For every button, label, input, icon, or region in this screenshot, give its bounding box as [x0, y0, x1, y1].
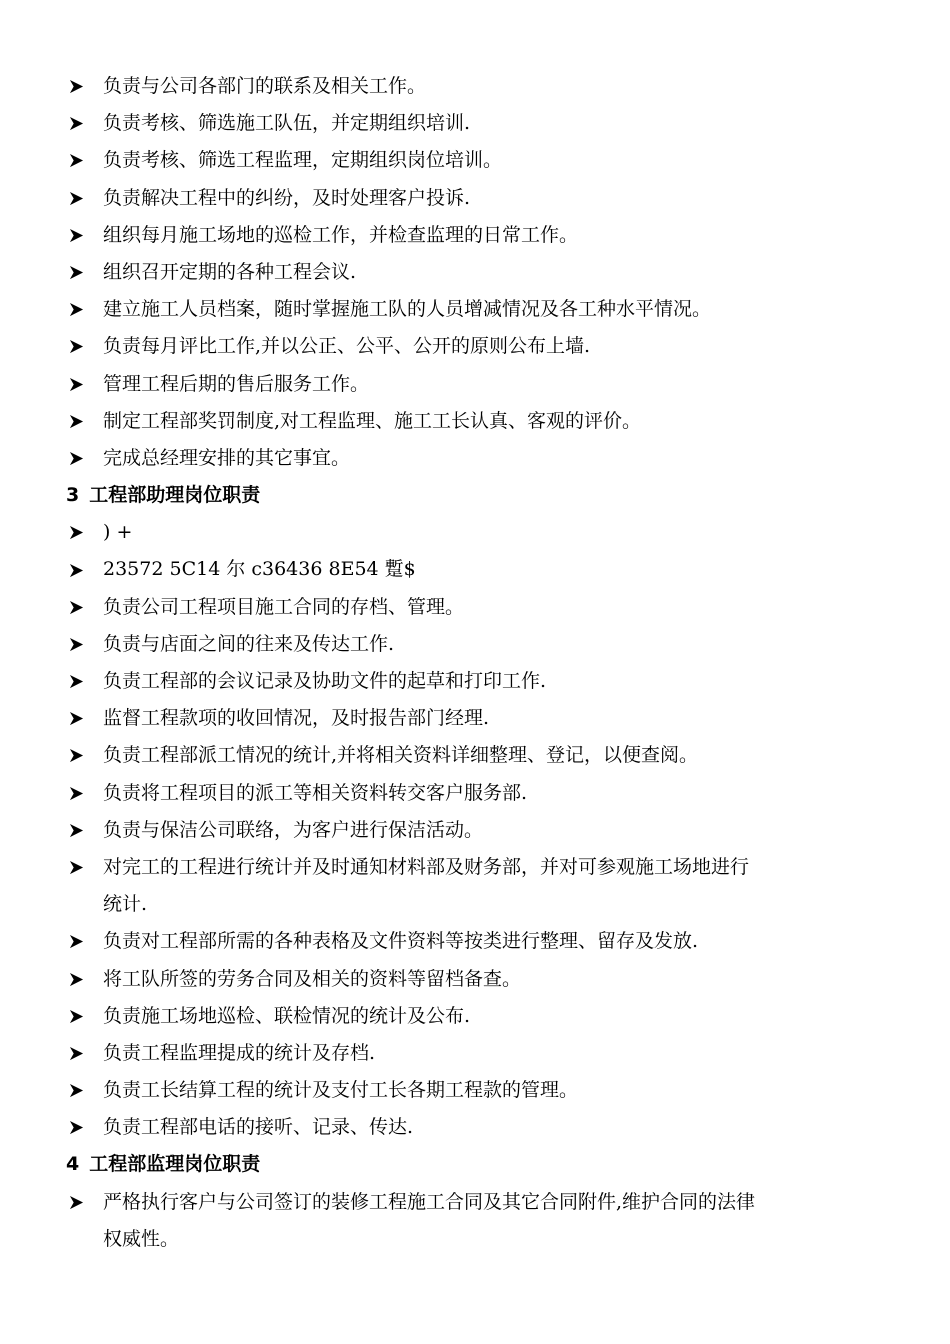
arrowhead-bullet-icon — [66, 812, 86, 849]
list-item — [0, 737, 950, 774]
list-item — [0, 626, 950, 663]
list-item-text: 组织每月施工场地的巡检工作，并检查监理的日常工作。 — [103, 223, 579, 246]
arrowhead-bullet-icon — [66, 663, 86, 700]
list-item — [0, 1035, 950, 1072]
section-4-title: 工程部监理岗位职责 — [89, 1153, 261, 1176]
section-3-number: 3 — [66, 484, 80, 507]
arrowhead-bullet-icon — [66, 551, 86, 588]
list-item-text: 负责考核、筛选施工队伍，并定期组织培训. — [103, 112, 471, 135]
arrowhead-bullet-icon — [66, 775, 86, 812]
list-item — [0, 589, 950, 626]
list-item — [0, 142, 950, 179]
list-item-text: 对完工的工程进行统计并及时通知材料部及财务部，并对可参观施工场地进行 — [103, 855, 750, 878]
section-3-heading — [0, 477, 950, 514]
section-3-title: 工程部助理岗位职责 — [89, 484, 261, 507]
arrowhead-bullet-icon — [66, 589, 86, 626]
list-item — [0, 998, 950, 1035]
list-item-text: 监督工程款项的收回情况，及时报告部门经理. — [103, 707, 490, 730]
arrowhead-bullet-icon — [66, 923, 86, 960]
list-item — [0, 1072, 950, 1109]
list-item-text: ) + — [103, 521, 133, 544]
list-item-text: 负责与保洁公司联络，为客户进行保洁活动。 — [103, 818, 484, 841]
list-item — [0, 700, 950, 737]
arrowhead-bullet-icon — [66, 291, 86, 328]
arrowhead-bullet-icon — [66, 700, 86, 737]
list-item — [0, 663, 950, 700]
list-item-text: 负责工程监理提成的统计及存档. — [103, 1041, 376, 1064]
arrowhead-bullet-icon — [66, 1072, 86, 1109]
arrowhead-bullet-icon — [66, 737, 86, 774]
list-item-text: 管理工程后期的售后服务工作。 — [103, 372, 370, 395]
list-item-text: 负责将工程项目的派工等相关资料转交客户服务部. — [103, 781, 528, 804]
list-item — [0, 403, 950, 440]
list-item-text: 制定工程部奖罚制度,对工程监理、施工工长认真、客观的评价。 — [103, 409, 642, 432]
list-item-text: 负责解决工程中的纠纷，及时处理客户投诉. — [103, 186, 471, 209]
list-item-text: 统计. — [103, 893, 148, 916]
list-item — [0, 849, 950, 886]
list-item — [0, 68, 950, 105]
arrowhead-bullet-icon — [66, 180, 86, 217]
arrowhead-bullet-icon — [66, 1184, 86, 1221]
list-item-text: 负责工程部派工情况的统计,并将相关资料详细整理、登记，以便查阅。 — [103, 744, 699, 767]
section-2-list — [0, 68, 950, 477]
arrowhead-bullet-icon — [66, 328, 86, 365]
list-item-text: 负责公司工程项目施工合同的存档、管理。 — [103, 595, 465, 618]
document-page — [0, 68, 950, 1258]
list-item — [0, 291, 950, 328]
list-item — [0, 180, 950, 217]
list-item — [0, 923, 950, 960]
list-item-text: 组织召开定期的各种工程会议. — [103, 260, 357, 283]
list-item-text: 负责每月评比工作,并以公正、公平、公开的原则公布上墙. — [103, 335, 591, 358]
list-item — [0, 105, 950, 142]
list-item — [0, 551, 950, 588]
list-item-continuation — [0, 886, 950, 923]
arrowhead-bullet-icon — [66, 1035, 86, 1072]
arrowhead-bullet-icon — [66, 217, 86, 254]
arrowhead-bullet-icon — [66, 142, 86, 179]
list-item — [0, 775, 950, 812]
list-item-text: 23572 5C14 尔 c36436 8E54 蹔$ — [103, 558, 416, 581]
list-item-text: 完成总经理安排的其它事宜。 — [103, 446, 351, 469]
list-item-text: 负责工长结算工程的统计及支付工长各期工程款的管理。 — [103, 1079, 579, 1102]
list-item — [0, 328, 950, 365]
arrowhead-bullet-icon — [66, 440, 86, 477]
arrowhead-bullet-icon — [66, 626, 86, 663]
arrowhead-bullet-icon — [66, 1109, 86, 1146]
list-item — [0, 961, 950, 998]
list-item-text: 负责对工程部所需的各种表格及文件资料等按类进行整理、留存及发放. — [103, 930, 699, 953]
arrowhead-bullet-icon — [66, 403, 86, 440]
list-item — [0, 1109, 950, 1146]
list-item — [0, 366, 950, 403]
arrowhead-bullet-icon — [66, 68, 86, 105]
arrowhead-bullet-icon — [66, 849, 86, 886]
list-item-text: 负责与公司各部门的联系及相关工作。 — [103, 75, 427, 97]
arrowhead-bullet-icon — [66, 366, 86, 403]
list-item — [0, 217, 950, 254]
list-item-continuation — [0, 1221, 950, 1258]
list-item — [0, 812, 950, 849]
list-item — [0, 1184, 950, 1221]
arrowhead-bullet-icon — [66, 254, 86, 291]
section-4-number: 4 — [66, 1153, 80, 1176]
list-item — [0, 254, 950, 291]
arrowhead-bullet-icon — [66, 961, 86, 998]
list-item-text: 负责与店面之间的往来及传达工作. — [103, 632, 395, 655]
section-3-list-continued — [0, 923, 950, 1146]
list-item-text: 将工队所签的劳务合同及相关的资料等留档备查。 — [103, 967, 522, 990]
arrowhead-bullet-icon — [66, 105, 86, 142]
list-item — [0, 514, 950, 551]
list-item-text: 负责工程部电话的接听、记录、传达. — [103, 1116, 414, 1139]
section-4-heading — [0, 1146, 950, 1183]
list-item-text: 负责考核、筛选工程监理，定期组织岗位培训。 — [103, 149, 503, 172]
list-item — [0, 440, 950, 477]
list-item-text: 负责工程部的会议记录及协助文件的起草和打印工作. — [103, 670, 547, 692]
list-item-text: 建立施工人员档案，随时掌握施工队的人员增减情况及各工种水平情况。 — [103, 298, 712, 321]
arrowhead-bullet-icon — [66, 998, 86, 1035]
section-3-list — [0, 514, 950, 849]
list-item-text: 严格执行客户与公司签订的装修工程施工合同及其它合同附件,维护合同的法律 — [103, 1190, 756, 1213]
arrowhead-bullet-icon — [66, 514, 86, 551]
list-item-text: 权威性。 — [103, 1227, 180, 1250]
list-item-text: 负责施工场地巡检、联检情况的统计及公布. — [103, 1004, 471, 1027]
